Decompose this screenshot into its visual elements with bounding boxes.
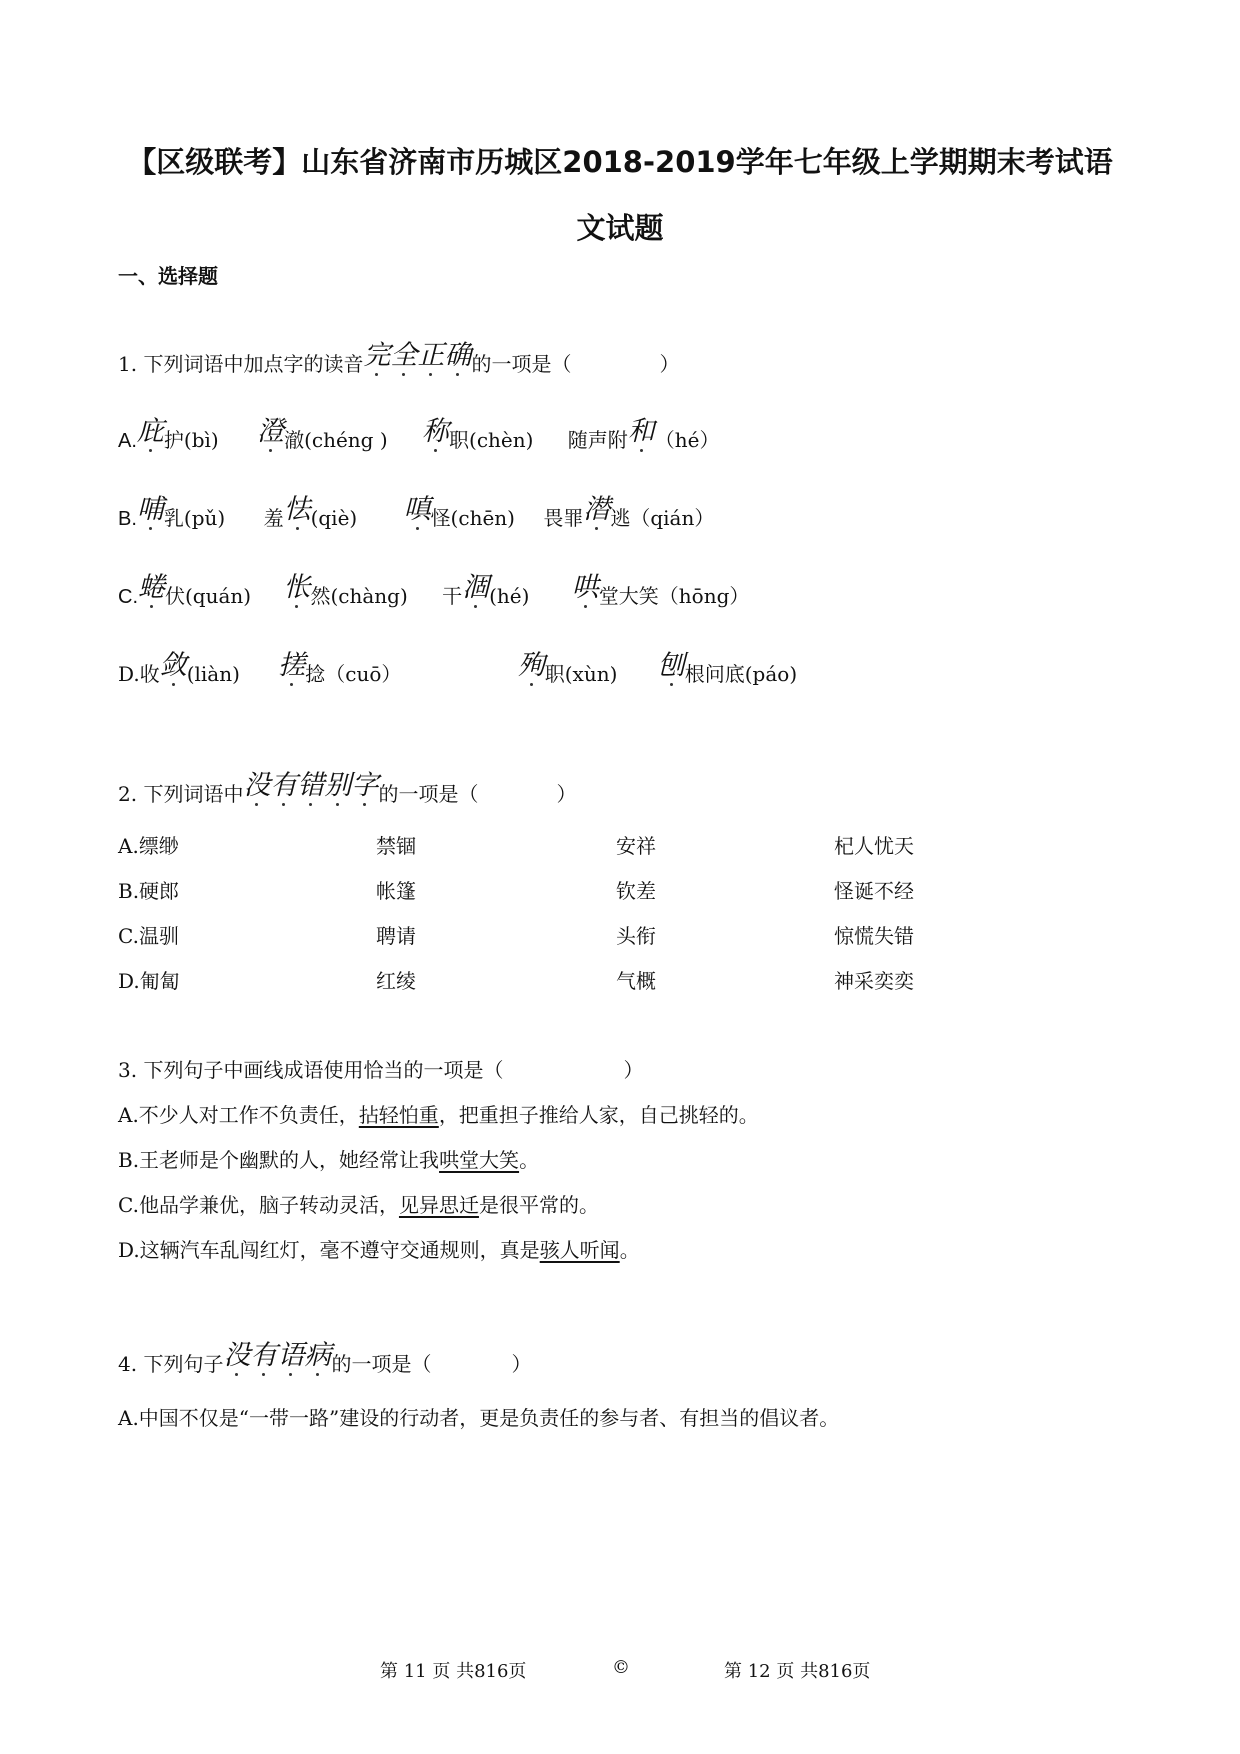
q2-cell: A.缥缈 xyxy=(118,834,179,858)
copyright-symbol: © xyxy=(612,1657,630,1678)
question-1-stem: 1. 下列词语中加点字的读音完全正确的一项是（ ） xyxy=(118,340,679,379)
question-1-option-d: D.收敛(liàn) 搓捻（cuō） 殉职(xùn) 刨根问底(páo) xyxy=(118,650,797,689)
question-3-option-c: C.他品学兼优，脑子转动灵活，见异思迁是很平常的。 xyxy=(118,1193,599,1217)
q2-cell: 禁锢 xyxy=(376,834,416,858)
q2-cell: 安祥 xyxy=(616,834,656,858)
question-1-option-c: C.蜷伏(quán) 怅然(chàng) 干涸(hé) 哄堂大笑（hōng） xyxy=(118,572,749,611)
underlined-idiom: 骇人听闻 xyxy=(539,1238,620,1262)
question-3-option-a: A.不少人对工作不负责任，拈轻怕重，把重担子推给人家，自己挑轻的。 xyxy=(118,1103,759,1127)
q2-cell: 气概 xyxy=(616,969,656,993)
question-3-stem: 3. 下列句子中画线成语使用恰当的一项是（ ） xyxy=(118,1058,644,1082)
underlined-idiom: 拈轻怕重 xyxy=(358,1103,439,1127)
q2-cell: 帐篷 xyxy=(376,879,416,903)
underlined-idiom: 见异思迁 xyxy=(398,1193,479,1217)
q2-cell: 头衔 xyxy=(616,924,656,948)
q2-cell: 神采奕奕 xyxy=(834,969,914,993)
q2-cell: B.硬郎 xyxy=(118,879,180,903)
question-1-option-a: A.庇护(bì) 澄澈(chéng ) 称职(chèn) 随声附和（hé） xyxy=(118,416,720,455)
question-4-stem: 4. 下列句子没有语病的一项是（ ） xyxy=(118,1340,531,1379)
question-3-option-d: D.这辆汽车乱闯红灯，毫不遵守交通规则，真是骇人听闻。 xyxy=(118,1238,640,1262)
question-3-option-b: B.王老师是个幽默的人，她经常让我哄堂大笑。 xyxy=(118,1148,540,1172)
q2-cell: 惊慌失错 xyxy=(834,924,914,948)
question-1-option-b: B.哺乳(pǔ) 羞怯(qiè) 嗔怪(chēn) 畏罪潜逃（qián） xyxy=(118,494,714,533)
page-number-left: 第 11 页 共816页 xyxy=(380,1661,527,1682)
underlined-idiom: 哄堂大笑 xyxy=(439,1148,520,1172)
q2-cell: 怪诞不经 xyxy=(834,879,914,903)
q2-cell: 红绫 xyxy=(376,969,416,993)
q2-cell: 钦差 xyxy=(616,879,656,903)
q2-cell: D.匍匐 xyxy=(118,969,180,993)
document-title-line1: 【区级联考】山东省济南市历城区2018-2019学年七年级上学期期末考试语 xyxy=(127,145,1113,179)
question-4-option-a: A.中国不仅是“一带一路”建设的行动者，更是负责任的参与者、有担当的倡议者。 xyxy=(118,1406,840,1430)
q2-cell: 聘请 xyxy=(376,924,416,948)
document-title-line2: 文试题 xyxy=(576,211,664,245)
q2-cell: C.温驯 xyxy=(118,924,179,948)
question-2-stem: 2. 下列词语中没有错别字的一项是（ ） xyxy=(118,770,576,809)
q2-cell: 杞人忧天 xyxy=(834,834,914,858)
page-number-right: 第 12 页 共816页 xyxy=(724,1661,871,1682)
section-heading: 一、选择题 xyxy=(118,264,218,288)
